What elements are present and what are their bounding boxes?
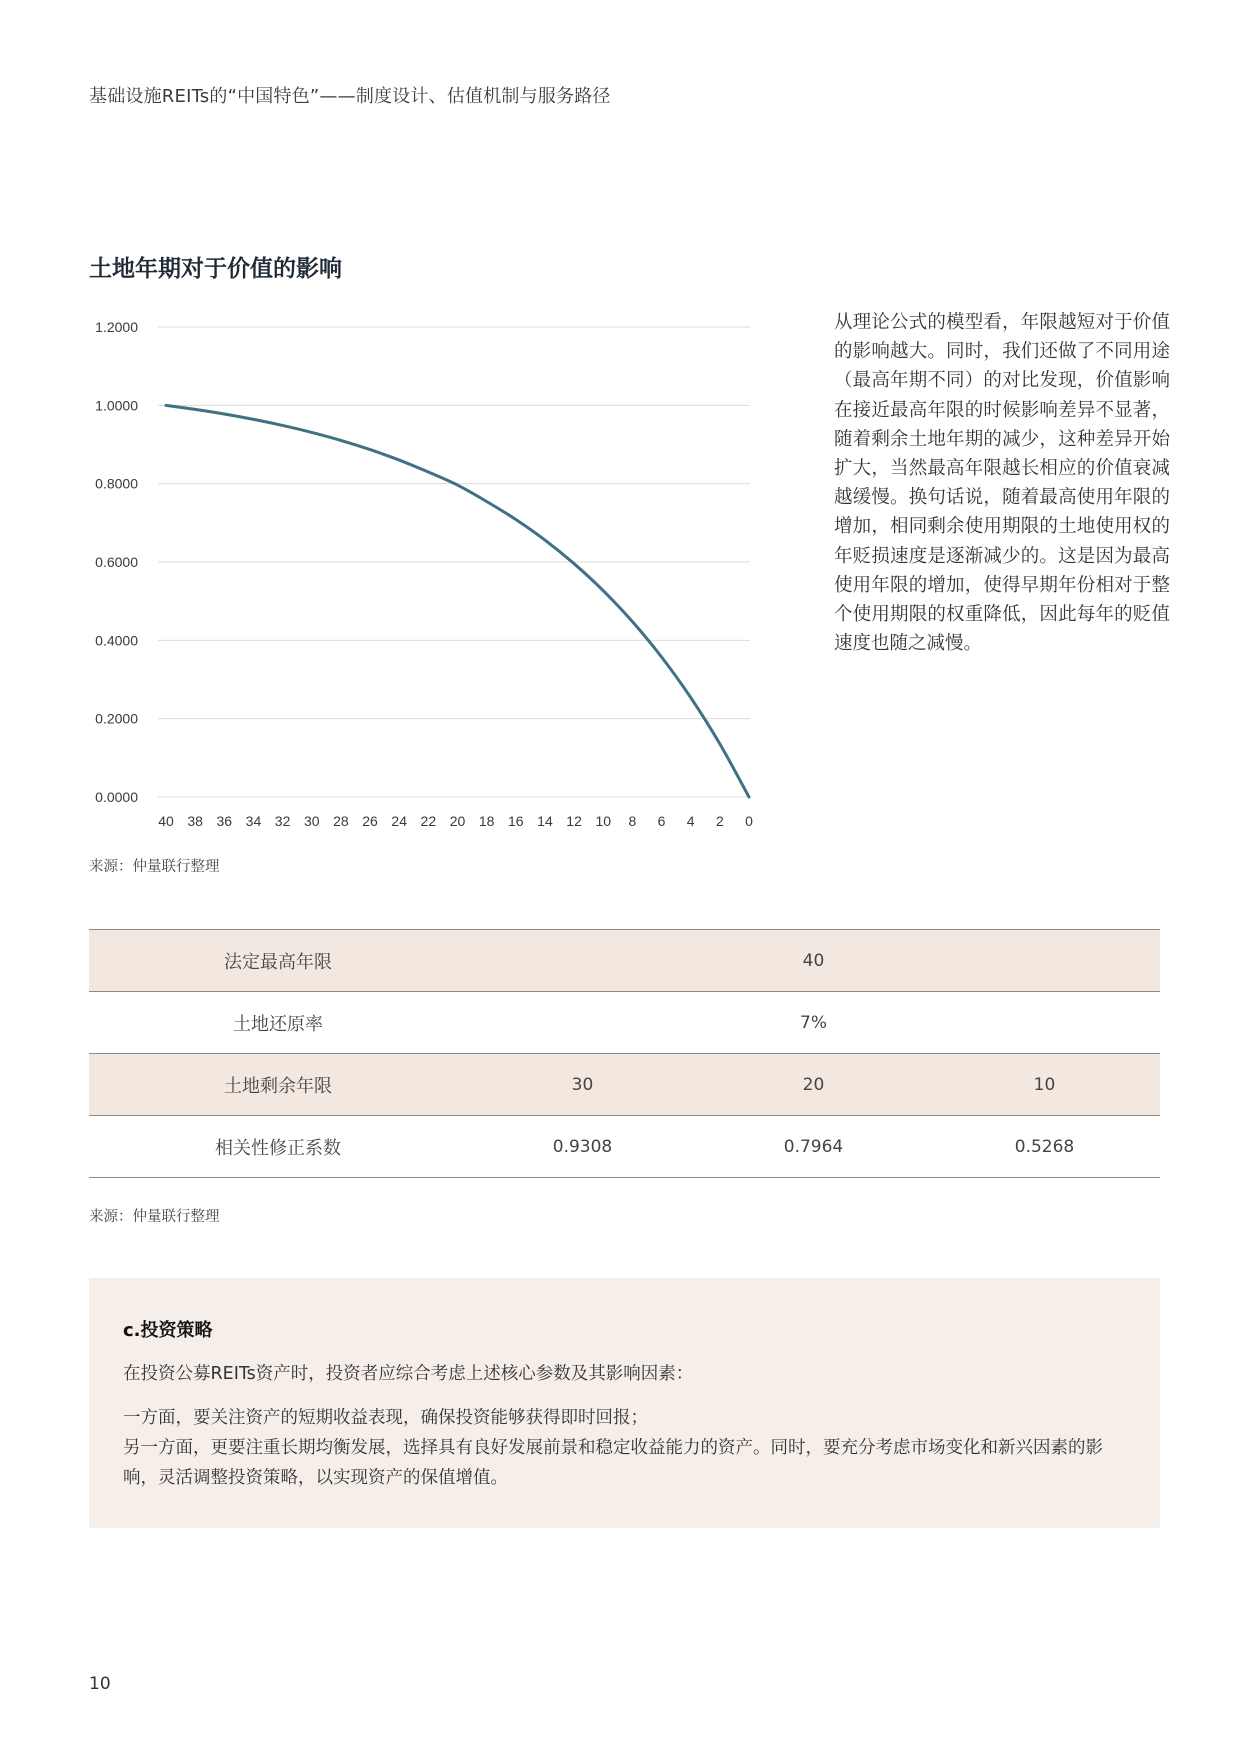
x-tick-label: 26 [362,813,378,829]
table-row [89,992,1160,1054]
strategy-point: 一方面，要关注资产的短期收益表现，确保投资能够获得即时回报； [123,1408,648,1428]
table-cell: 40 [467,930,1160,992]
chart-line-series [166,405,749,797]
y-tick-label: 0.0000 [95,789,138,805]
x-tick-label: 34 [245,813,262,829]
running-header: 基础设施REITs的“中国特色”——制度设计、估值机制与服务路径 [89,86,611,107]
x-tick-label: 6 [657,813,666,829]
y-tick-label: 1.0000 [95,397,138,414]
y-tick-label: 1.2000 [95,319,138,335]
x-tick-label: 36 [216,813,233,829]
x-tick-label: 22 [420,813,437,829]
x-tick-label: 10 [595,813,612,829]
strategy-points [123,1403,1126,1493]
table-cell: 0.7964 [698,1116,929,1178]
strategy-intro: 在投资公募REITs资产时，投资者应综合考虑上述核心参数及其影响因素： [123,1364,694,1384]
x-tick-label: 38 [187,813,203,829]
chart-source-note: 来源：仲量联行整理 [89,859,220,875]
table-cell: 7% [467,992,1160,1054]
x-tick-label: 14 [537,813,553,829]
correction-coefficient-table [89,929,1160,1178]
table-row-label: 土地还原率 [89,992,467,1054]
table-row-label: 法定最高年限 [89,930,467,992]
x-tick-label: 2 [715,813,724,829]
x-tick-label: 40 [158,813,174,829]
table-cell: 0.5268 [929,1116,1160,1178]
chart-commentary-paragraph: 从理论公式的模型看，年限越短对于价值的影响越大。同时，我们还做了不同用途（最高年期不同）的对比发现，价值影响在接近最高年限的时候影响差异不显著，随着剩余土地年期的减少，这种差异开始扩大，当然最高年限越长相应的价值衰减越缓慢。换句话说，随着最高使用年限的增加，相同剩余使用期限的土地使用权的年贬损速度是逐渐减少的。这是因为最高使用年限的增加，使得早期年份相对于整个使用期限的权重降低，因此每年的贬值速度也随之减慢。 [834,312,1170,655]
chart-gridlines [158,327,750,797]
table-row-label: 相关性修正系数 [89,1116,467,1178]
table-row-label: 土地剩余年限 [89,1054,467,1116]
page-number: 10 [89,1674,111,1694]
table-source-note: 来源：仲量联行整理 [89,1209,220,1225]
table-row [89,1054,1160,1116]
table-row [89,930,1160,992]
investment-strategy-box [89,1278,1160,1528]
y-tick-label: 0.4000 [95,632,138,649]
x-tick-label: 28 [333,813,349,829]
strategy-title: c.投资策略 [123,1320,213,1341]
y-tick-label: 0.8000 [95,475,138,492]
y-tick-label: 0.6000 [95,554,138,570]
x-tick-label: 20 [449,813,466,829]
table-cell: 0.9308 [467,1116,698,1178]
x-tick-label: 12 [566,813,582,829]
x-tick-label: 0 [745,813,753,829]
table-cell: 30 [467,1054,698,1116]
y-tick-label: 0.2000 [95,710,138,727]
table-cell: 20 [698,1054,929,1116]
x-tick-label: 16 [508,813,524,829]
table-cell: 10 [929,1054,1160,1116]
table-row [89,1116,1160,1178]
x-tick-label: 18 [478,813,495,829]
x-tick-label: 30 [303,813,320,829]
chart-y-axis-labels [95,319,138,805]
x-tick-label: 32 [274,813,291,829]
section-title: 土地年期对于价值的影响 [89,256,342,282]
chart-x-axis-labels [158,813,753,829]
x-tick-label: 8 [628,813,637,829]
x-tick-label: 4 [686,813,695,829]
strategy-point: 另一方面，更要注重长期均衡发展，选择具有良好发展前景和稳定收益能力的资产。同时，要充分考虑市场变化和新兴因素的影响，灵活调整投资策略，以实现资产的保值增值。 [123,1438,1103,1488]
x-tick-label: 24 [391,813,407,829]
